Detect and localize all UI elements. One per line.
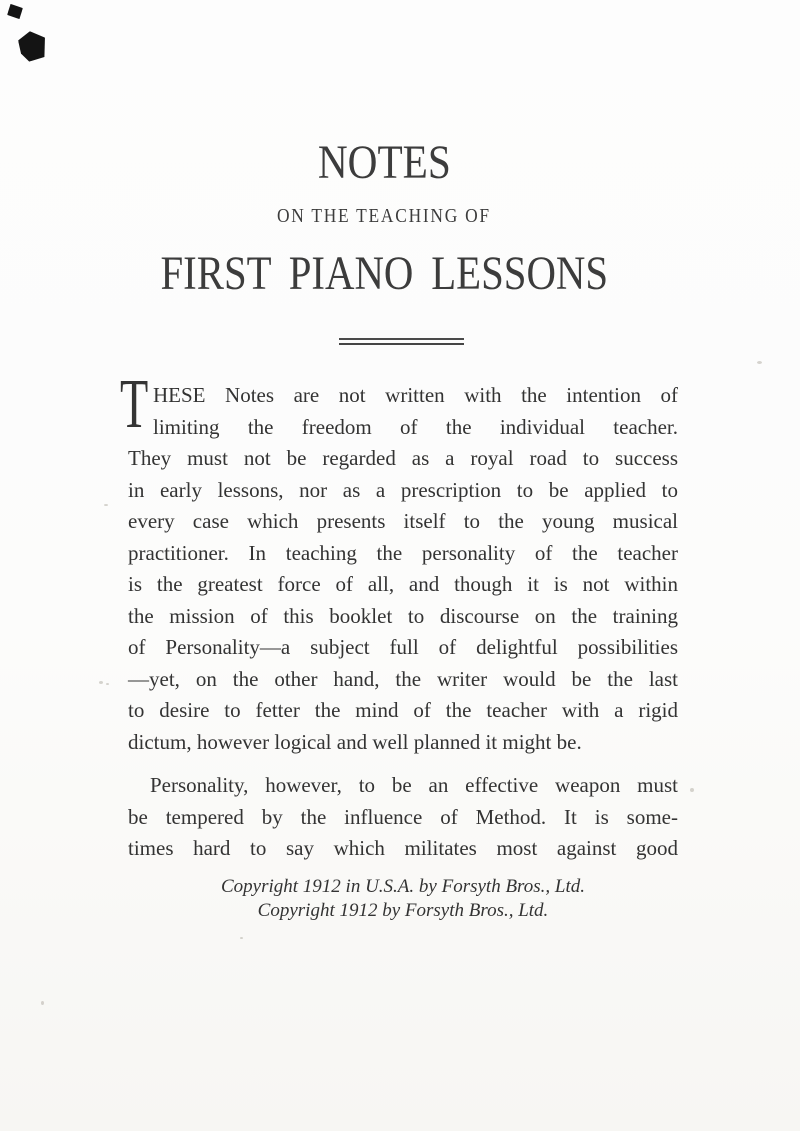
text-line: times hard to say which militates most against good (128, 836, 678, 860)
series-title (0, 247, 768, 300)
text-line: in early lessons, nor as a prescription to be applied to (128, 477, 678, 502)
scan-speck (99, 681, 103, 684)
text-line: every case which presents itself to the young musical (128, 509, 678, 533)
page-subtitle (0, 206, 768, 226)
scan-speck (757, 361, 762, 364)
text-line: of Personality—a subject full of delightful possibilities (128, 635, 678, 659)
scan-speck (104, 504, 108, 506)
text-line: —yet, on the other hand, the writer would be the last (128, 666, 678, 691)
paragraph-2 (128, 770, 678, 865)
scan-speck (106, 683, 109, 685)
double-rule-divider (339, 338, 464, 345)
text-line: practitioner. In teaching the personality of the teacher (128, 540, 678, 565)
text-line: HESE Notes are not written with the intention of (153, 383, 678, 407)
copyright-line-2: Copyright 1912 by Forsyth Bros., Ltd. (257, 900, 549, 921)
text-line: be tempered by the influence of Method. It is some- (128, 804, 678, 829)
series-title-text: FIRST PIANO LESSONS (160, 247, 608, 300)
copyright-block (128, 875, 678, 923)
paragraph-1 (120, 366, 678, 758)
text-line: They must not be regarded as a royal road to success (128, 446, 678, 470)
drop-cap: T (120, 366, 149, 443)
scan-speck (240, 937, 243, 939)
copyright-line-1: Copyright 1912 in U.S.A. by Forsyth Bros., Ltd. (221, 876, 585, 897)
page-subtitle-text: ON THE TEACHING OF (277, 205, 491, 227)
scan-artifact-mark (7, 4, 23, 20)
text-line: to desire to fetter the mind of the teacher with a rigid (128, 698, 678, 722)
body-text (120, 366, 678, 865)
scan-artifact-mark (17, 29, 48, 62)
page-title-text: NOTES (317, 136, 451, 189)
text-line: limiting the freedom of the individual teacher. (153, 414, 678, 439)
page-title (0, 136, 768, 189)
text-line: dictum, however logical and well planned it might be. (128, 729, 582, 754)
text-line: is the greatest force of all, and though it is not within (128, 572, 678, 596)
text-line: the mission of this booklet to discourse on the training (128, 603, 678, 628)
scan-speck (41, 1001, 44, 1005)
text-line: Personality, however, to be an effective weapon must (150, 773, 678, 797)
scan-speck (690, 788, 694, 792)
